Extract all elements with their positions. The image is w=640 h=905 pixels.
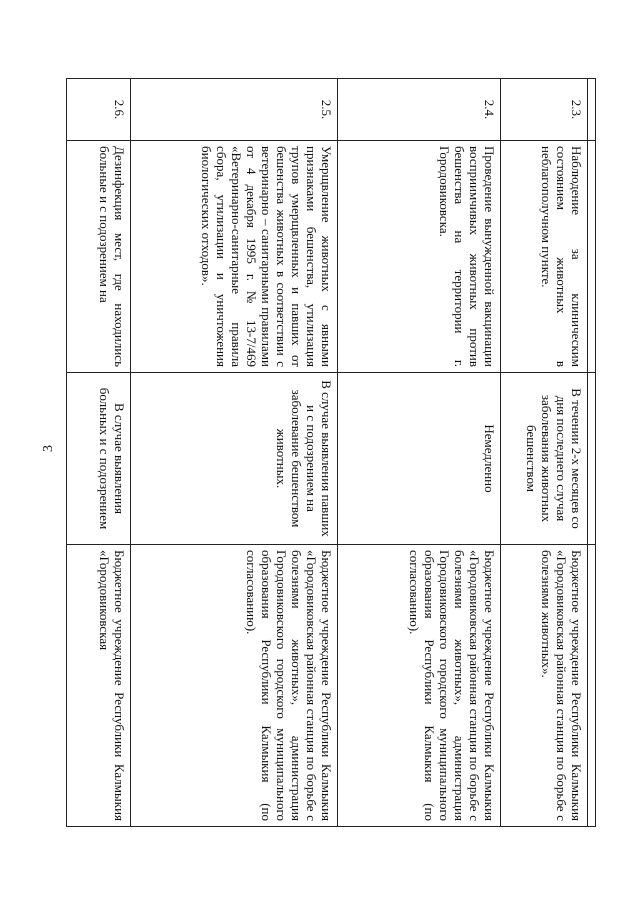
row-number: 2.5. — [131, 79, 338, 141]
table-row — [131, 79, 338, 827]
responsible-cell: Бюджетное учреждение Республики Калмыкия «Городовиковская районная станция по борьбе с болезнями животных», администрация Городовиковского городского муниципального образования Республики Калмыкия (по согласованию). — [131, 545, 338, 827]
term-cell: В течении 2-х месяцев со дня последнего случая заболевания животных бешенством — [501, 373, 588, 545]
table-row — [501, 79, 588, 827]
action-cell: Умерщвление животных с явными признаками бешенства, утилизация трупов умерщвленных и павших от бешенства животных в соответствии с ветеринарно – санитарными правилами от 4 декабря 1995 г. № 13-7/469 «Ветеринарно-санитарные правила сбора, утилизации и уничтожения биологических отходов». — [131, 141, 338, 373]
table-row — [67, 79, 131, 827]
action-cell: Дезинфекция мест, где находились больные и с подозрением на — [67, 141, 131, 373]
plan-table-page — [66, 78, 596, 826]
responsible-cell: Бюджетное учреждение Республики Калмыкия «Городовиковская районная станция по борьбе с болезнями животных», администрация Городовиковского городского муниципального образования Республики Калмыкия (по согласованию). — [338, 545, 501, 827]
term-cell: Немедленно — [338, 373, 501, 545]
row-number: 2.3. — [501, 79, 588, 141]
action-cell: Проведение вынужденной вакцинации восприимчивых животных против бешенства на территории г. Городовиковска. — [338, 141, 501, 373]
term-cell: В случае выявления павших и с подозрением на заболевание бешенством животных. — [131, 373, 338, 545]
page-number: 3 — [41, 445, 56, 452]
term-cell: В случае выявления больных и с подозрением — [67, 373, 131, 545]
row-number: 2.6. — [67, 79, 131, 141]
responsible-cell: Бюджетное учреждение Республики Калмыкия «Городовиковская районная станция по борьбе с болезнями животных». — [501, 545, 588, 827]
table-row — [338, 79, 501, 827]
row-number: 2.4. — [338, 79, 501, 141]
responsible-cell: Бюджетное учреждение Республики Калмыкия «Городовиковская — [67, 545, 131, 827]
action-cell: Наблюдение за клиническим состоянием животных в неблагополучном пункте. — [501, 141, 588, 373]
table-top-edge — [588, 79, 596, 827]
measures-table — [66, 78, 596, 827]
